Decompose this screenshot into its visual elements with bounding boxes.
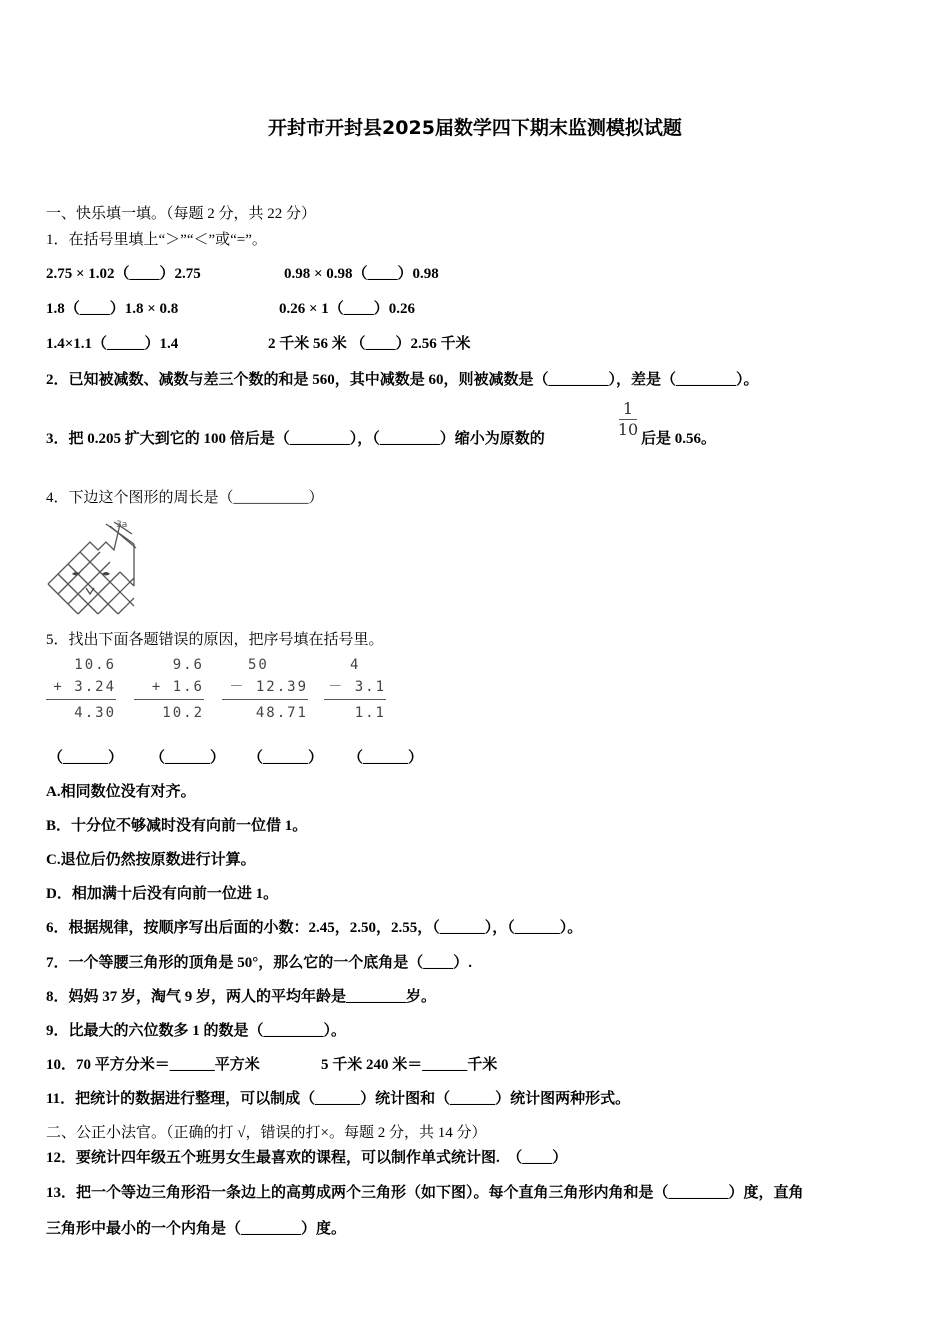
- problem-4-top: 4: [350, 657, 361, 673]
- q5-option-d: D．相加满十后没有向前一位进 1。: [46, 886, 279, 902]
- q1-row1b: 0.98 × 0.98（____）0.98: [284, 266, 439, 282]
- problem-3-top: 50: [248, 657, 269, 673]
- problem-4-result: 1.1: [354, 705, 386, 721]
- q1-row2a: 1.8（____）1.8 × 0.8: [46, 301, 179, 317]
- problem-2-rule: [134, 699, 204, 700]
- q5-blank-3[interactable]: （______）: [248, 750, 324, 766]
- q3-fraction: [617, 400, 639, 439]
- problem-3-result: 48.71: [255, 705, 308, 721]
- q11-text: 11．把统计的数据进行整理，可以制成（______）统计图和（______）统计图两种形式。: [46, 1091, 631, 1107]
- problem-1-rule: [46, 699, 116, 700]
- q5-option-a: A.相同数位没有对齐。: [46, 784, 196, 800]
- q2-text: 2．已知被减数、减数与差三个数的和是 560，其中减数是 60，则被减数是（________），差是（________）。: [46, 372, 759, 388]
- page-title: 开封市开封县2025届数学四下期末监测模拟试题: [268, 117, 682, 139]
- q5-blank-1[interactable]: （______）: [48, 750, 124, 766]
- q1-row3a: 1.4×1.1（_____）1.4: [46, 336, 179, 352]
- problem-3-op: － 12.39: [229, 679, 308, 695]
- q1-row3b: 2 千米 56 米 （____）2.56 千米: [268, 336, 471, 352]
- q13-line1: 13．把一个等边三角形沿一条边上的高剪成两个三角形（如下图）。每个直角三角形内角和是（________）度，直角: [46, 1185, 804, 1201]
- q10a-text: 10．70 平方分米＝______平方米: [46, 1057, 260, 1073]
- q4-text: 4．下边这个图形的周长是（__________）: [46, 490, 324, 506]
- problem-1-op: + 3.24: [53, 679, 116, 695]
- q5-option-c: C.退位后仍然按原数进行计算。: [46, 852, 256, 868]
- problem-1-result: 4.30: [74, 705, 116, 721]
- q10b-text: 5 千米 240 米＝______千米: [321, 1057, 498, 1073]
- problem-3-rule: [222, 699, 308, 700]
- grid-shape: [48, 522, 136, 614]
- q6-text: 6．根据规律，按顺序写出后面的小数：2.45，2.50，2.55，（______），（______）。: [46, 920, 583, 936]
- problem-2: [134, 654, 204, 724]
- q9-text: 9．比最大的六位数多 1 的数是（________）。: [46, 1023, 347, 1039]
- q4-figure: [44, 514, 144, 618]
- problem-2-top: 9.6: [172, 657, 204, 673]
- q13-line2: 三角形中最小的一个内角是（________）度。: [46, 1221, 347, 1237]
- section1-header: 一、快乐填一填。（每题 2 分，共 22 分）: [46, 206, 317, 222]
- q1-row1a: 2.75 × 1.02（____）2.75: [46, 266, 201, 282]
- fraction-denominator: 10: [617, 420, 639, 439]
- problem-1-top: 10.6: [74, 657, 116, 673]
- problem-2-result: 10.2: [162, 705, 204, 721]
- face-decoration: [72, 572, 110, 594]
- q5-stem: 5．找出下面各题错误的原因，把序号填在括号里。: [46, 632, 384, 648]
- q8-text: 8．妈妈 37 岁，淘气 9 岁，两人的平均年龄是________岁。: [46, 989, 437, 1005]
- problem-2-op: + 1.6: [151, 679, 204, 695]
- problem-3: [222, 654, 308, 724]
- q3-tail: 后是 0.56。: [641, 431, 717, 447]
- q3-text: 3．把 0.205 扩大到它的 100 倍后是（________），（________）缩小为原数的: [46, 431, 545, 447]
- q5-blank-2[interactable]: （______）: [150, 750, 226, 766]
- problem-4-rule: [324, 699, 386, 700]
- q12-text: 12．要统计四年级五个班男女生最喜欢的课程，可以制作单式统计图. （____）: [46, 1150, 568, 1166]
- problem-4: [324, 654, 386, 724]
- q5-blank-4[interactable]: （______）: [348, 750, 424, 766]
- q5-option-b: B．十分位不够减时没有向前一位借 1。: [46, 818, 308, 834]
- q7-text: 7．一个等腰三角形的顶角是 50°，那么它的一个底角是（____）.: [46, 955, 473, 971]
- q1-stem: 1．在括号里填上“＞”“＜”或“=”。: [46, 232, 267, 248]
- q1-row2b: 0.26 × 1（____）0.26: [279, 301, 416, 317]
- section2-header: 二、公正小法官。（正确的打 √，错误的打×。每题 2 分，共 14 分）: [46, 1125, 487, 1141]
- fig-label-3a: 3a: [116, 520, 128, 530]
- fraction-numerator: 1: [622, 399, 634, 418]
- problem-1: [46, 654, 116, 724]
- problem-4-op: － 3.1: [328, 679, 386, 695]
